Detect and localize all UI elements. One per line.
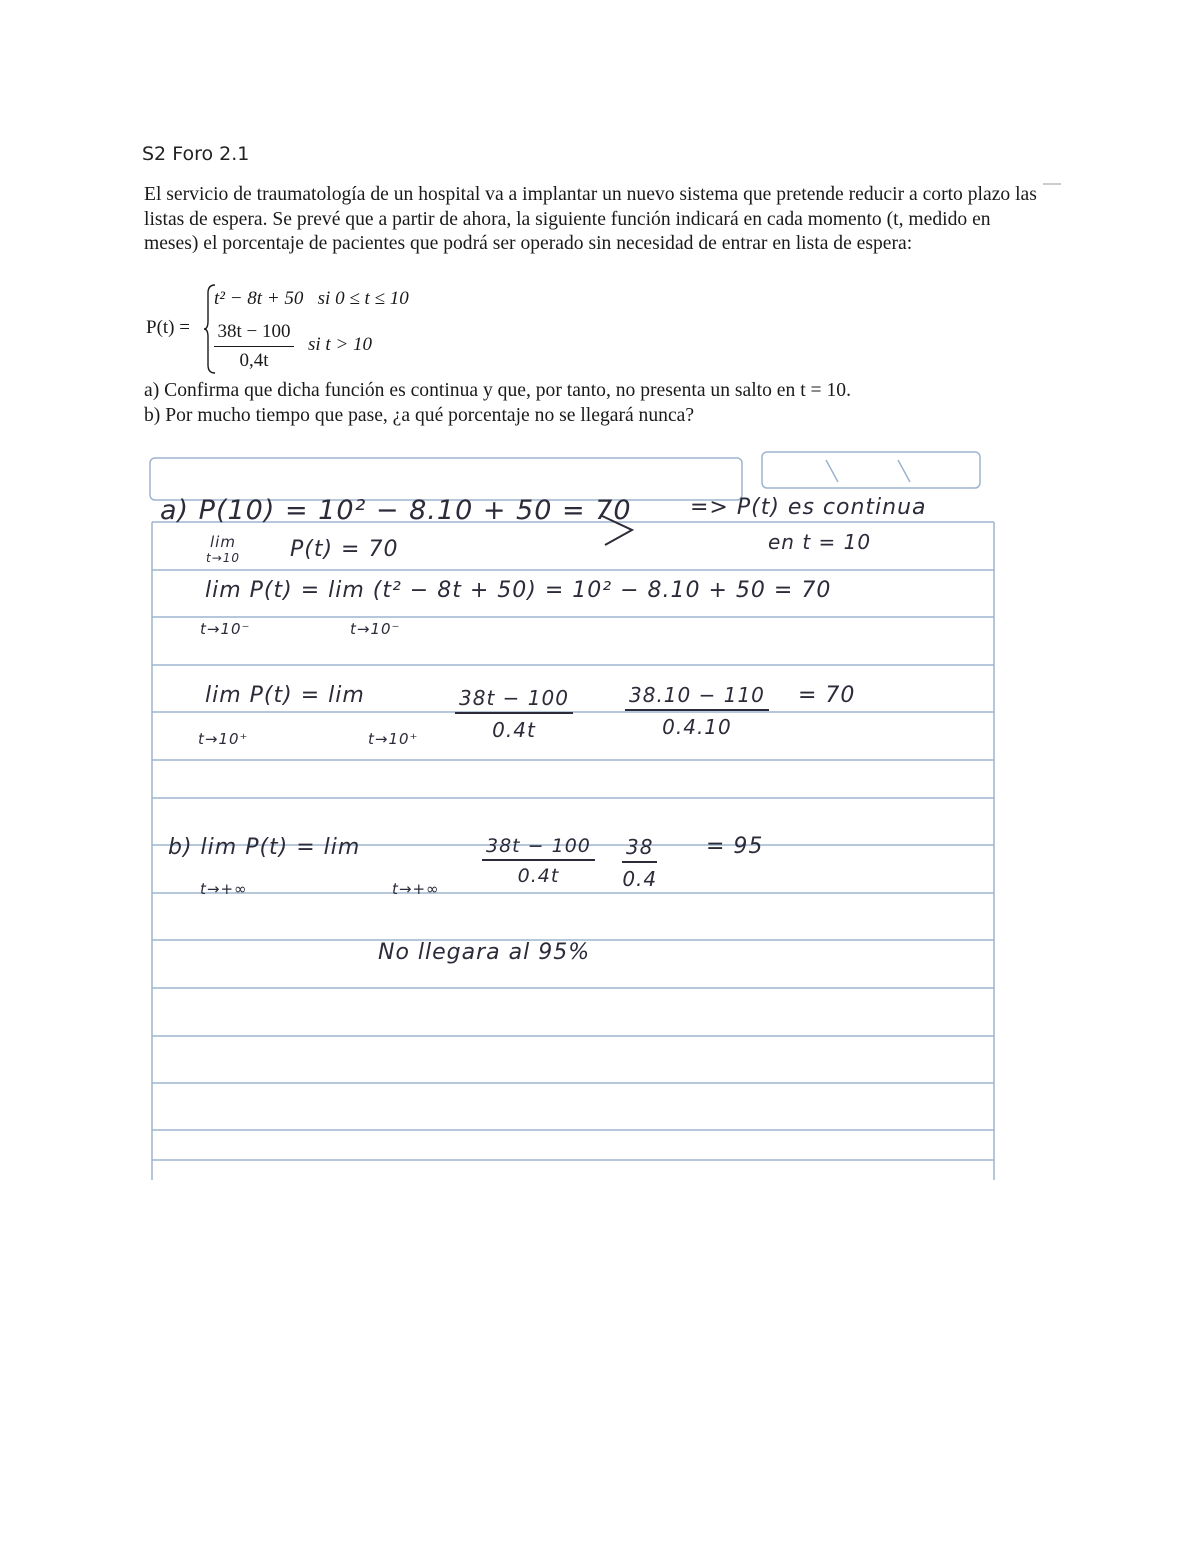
hw-en-t10: en t = 10 <box>768 530 872 554</box>
hw-lim-1-sub: t→10 <box>206 551 241 565</box>
case2-denominator: 0,4t <box>239 350 269 371</box>
hw-b-sub-1: t→+∞ <box>200 880 248 898</box>
hw-right-frac-1 <box>455 686 573 742</box>
case2-numerator: 38t − 100 <box>214 321 294 347</box>
hw-line-a: a) P(10) = 10² − 8.10 + 50 = 70 <box>160 495 632 526</box>
hw-right-limit: lim P(t) = lim <box>205 683 365 708</box>
hw-left-sub-1: t→10⁻ <box>200 620 251 638</box>
sheet-header-box-right <box>762 452 980 488</box>
hw-right-num: 38t − 100 <box>455 686 573 714</box>
statement-text: El servicio de traumatología de un hospital va a implantar un nuevo sistema que pretende reducir a corto plazo las listas de espera. Se prevé que a partir de ahora, la siguiente función indicará en cada momento (t, medido en meses) el porcentaje de pacientes que podrá ser operado sin necesidad de entrar en lista de espera: <box>144 184 1037 254</box>
hw-right-den: 0.4t <box>492 718 536 742</box>
hw-b-num2: 38 <box>622 835 657 863</box>
hw-right-sub-1: t→10⁺ <box>198 730 249 748</box>
sheet-header-box-left <box>150 458 742 500</box>
hw-continua: => P(t) es continua <box>690 495 927 520</box>
hw-b-limit: b) lim P(t) = lim <box>168 835 361 860</box>
question-a: a) Confirma que dicha función es continua y que, por tanto, no presenta un salto en t = 10. <box>144 380 851 401</box>
hw-b-sub-2: t→+∞ <box>392 880 440 898</box>
page-title: S2 Foro 2.1 <box>142 143 250 165</box>
hw-left-sub-2: t→10⁻ <box>350 620 401 638</box>
hw-right-sub-2: t→10⁺ <box>368 730 419 748</box>
hw-b-result: = 95 <box>706 834 764 859</box>
hw-right-den2: 0.4.10 <box>662 715 732 739</box>
hw-right-frac-2 <box>625 683 769 739</box>
case1-condition: si 0 ≤ t ≤ 10 <box>317 288 409 309</box>
hw-right-num2: 38.10 − 110 <box>625 683 769 711</box>
hw-right-result: = 70 <box>798 683 856 708</box>
question-b: b) Por mucho tiempo que pase, ¿a qué porcentaje no se llegará nunca? <box>144 405 695 426</box>
date-slash-2 <box>898 460 910 482</box>
hw-b-frac-1 <box>482 835 595 887</box>
hw-conclusion: No llegara al 95% <box>378 940 591 965</box>
hw-b-num: 38t − 100 <box>482 835 595 861</box>
case2-condition: si t > 10 <box>308 334 373 355</box>
case1-expr: t² − 8t + 50 <box>214 288 304 309</box>
hw-lim-1: lim <box>210 533 236 551</box>
hw-b-den2: 0.4 <box>622 867 658 891</box>
function-lhs: P(t) = <box>146 317 190 338</box>
hw-b-frac-2 <box>622 835 657 891</box>
date-slash-1 <box>826 460 838 482</box>
hw-lim-1-rest: P(t) = 70 <box>290 537 399 562</box>
hw-b-den: 0.4t <box>517 865 560 887</box>
hw-left-limit: lim P(t) = lim (t² − 8t + 50) = 10² − 8.10 + 50 = 70 <box>205 578 832 603</box>
